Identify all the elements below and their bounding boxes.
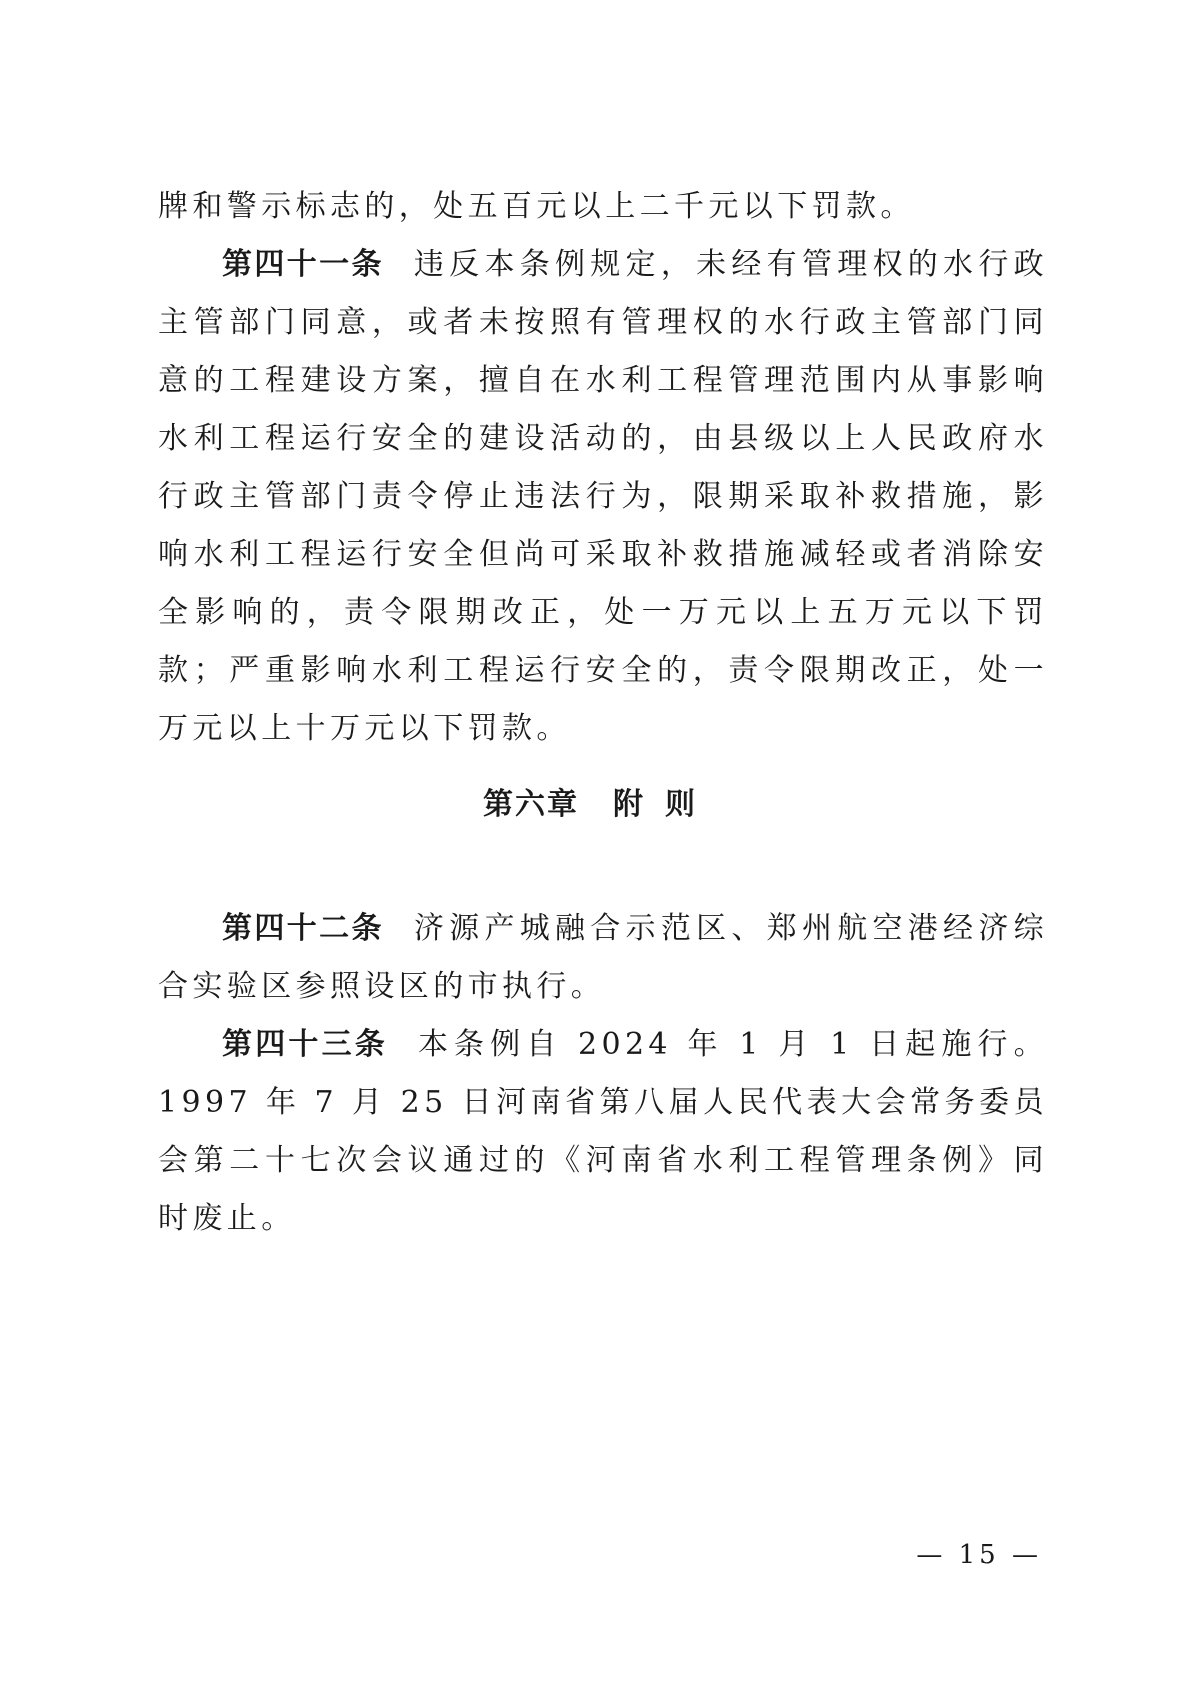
chapter-number: 第六章 bbox=[483, 787, 579, 822]
continuation-paragraph: 牌和警示标志的，处五百元以上二千元以下罚款。 bbox=[158, 189, 915, 224]
page-number: — 15 — bbox=[916, 1540, 1042, 1570]
article-41-paragraph bbox=[158, 236, 1048, 758]
chapter-name: 附则 bbox=[613, 787, 717, 822]
article-43-paragraph bbox=[158, 1016, 1048, 1248]
article-43-label: 第四十三条 bbox=[222, 1027, 388, 1062]
article-42-label: 第四十二条 bbox=[222, 911, 384, 946]
article-42-text: 济源产城融合示范区、郑州航空港经济综合实验区参照设区的市执行。 bbox=[158, 911, 1049, 1004]
article-41-text: 违反本条例规定，未经有管理权的水行政主管部门同意，或者未按照有管理权的水行政主管部门同意的工程建设方案，擅自在水利工程管理范围内从事影响水利工程运行安全的建设活动的，由县级以上人民政府水行政主管部门责令停止违法行为，限期采取补救措施，影响水利工程运行安全但尚可采取补救措施减轻或者消除安全影响的，责令限期改正，处一万元以上五万元以下罚款；严重影响水利工程运行安全的，责令限期改正，处一万元以上十万元以下罚款。 bbox=[158, 247, 1049, 746]
chapter-title bbox=[0, 785, 1200, 825]
article-42-paragraph bbox=[158, 900, 1048, 1016]
article-43-text: 本条例自 2024 年 1 月 1 日起施行。1997 年 7 月 25 日河南省第八届人民代表大会常务委员会第二十七次会议通过的《河南省水利工程管理条例》同时废止。 bbox=[158, 1027, 1048, 1236]
article-41-label: 第四十一条 bbox=[222, 247, 384, 282]
